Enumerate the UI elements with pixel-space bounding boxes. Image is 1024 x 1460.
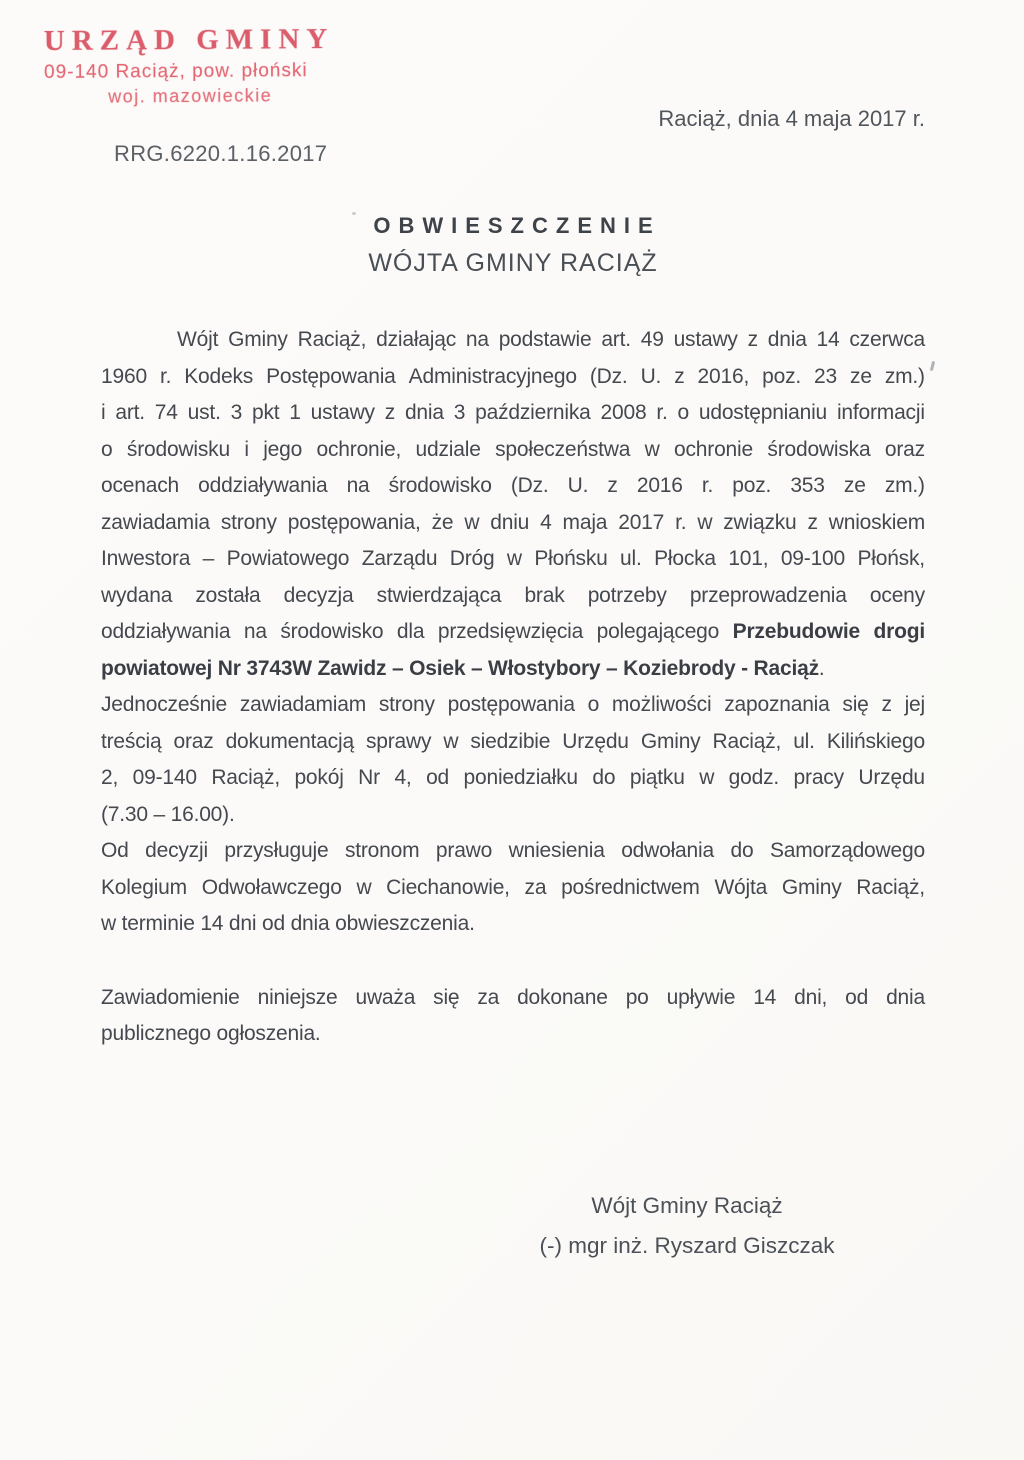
text-line: i art. 74 ust. 3 pkt 1 ustawy z dnia 3 października 2008 r. o udostępnianiu informacji xyxy=(101,401,925,424)
text-line: publicznego ogłoszenia. xyxy=(101,1022,321,1045)
text-line: wydana została decyzja stwierdzająca brak potrzeby przeprowadzenia oceny xyxy=(101,583,925,607)
text-line: Zawiadomienie niniejsze uważa się za dokonane po upływie 14 dni, od dnia xyxy=(101,985,925,1009)
text-line: Kolegium Odwoławczego w Ciechanowie, za pośrednictwem Wójta Gminy Raciąż, xyxy=(101,875,925,899)
text-line: treścią oraz dokumentacją sprawy w siedzibie Urzędu Gminy Raciąż, ul. Kilińskiego xyxy=(101,729,925,753)
text-line: powiatowej Nr 3743W Zawidz – Osiek – Włostybory – Koziebrody - Raciąż. xyxy=(101,656,825,680)
text-line: Inwestora – Powiatowego Zarządu Dróg w Płońsku ul. Płocka 101, 09-100 Płońsk, xyxy=(101,547,925,570)
text-line: 1960 r. Kodeks Postępowania Administracyjnego (Dz. U. z 2016, poz. 23 ze zm.) xyxy=(101,364,925,388)
paragraph xyxy=(101,833,925,943)
document-body xyxy=(101,322,925,1053)
stamp-address-line: 09-140 Raciąż, pow. płoński xyxy=(43,60,308,84)
signature-role: Wójt Gminy Raciąż xyxy=(591,1193,783,1218)
signature-block xyxy=(367,1186,1007,1266)
text-line: zawiadamia strony postępowania, że w dniu 4 maja 2017 r. w związku z wnioskiem xyxy=(101,510,925,534)
stamp-office-name: URZĄD GMINY xyxy=(43,22,335,58)
text-line: 2, 09-140 Raciąż, pokój Nr 4, od poniedziałku do piątku w godz. pracy Urzędu xyxy=(101,766,925,789)
paragraph xyxy=(101,980,925,1053)
document-subtitle: WÓJTA GMINY RACIĄŻ xyxy=(368,249,658,277)
text-line: w terminie 14 dni od dnia obwieszczenia. xyxy=(101,912,475,935)
text-line: Jednocześnie zawiadamiam strony postępowania o możliwości zapoznania się z jej xyxy=(101,693,925,716)
text-line: Wójt Gminy Raciąż, działając na podstawie art. 49 ustawy z dnia 14 czerwca xyxy=(177,328,925,351)
text-line: o środowisku i jego ochronie, udziale społeczeństwa w ochronie środowiska oraz xyxy=(101,437,925,461)
office-stamp xyxy=(44,23,335,108)
stamp-voivodeship-line: woj. mazowieckie xyxy=(108,85,273,107)
paragraph xyxy=(101,687,925,833)
text-line: Od decyzji przysługuje stronom prawo wniesienia odwołania do Samorządowego xyxy=(101,839,925,862)
paragraph xyxy=(101,322,925,687)
reference-number: RRG.6220.1.16.2017 xyxy=(114,141,328,166)
document-title: OBWIESZCZENIE xyxy=(373,213,661,238)
text-line: (7.30 – 16.00). xyxy=(101,802,235,826)
signature-name: (-) mgr inż. Ryszard Giszczak xyxy=(539,1233,835,1258)
date-line: Raciąż, dnia 4 maja 2017 r. xyxy=(658,106,925,131)
scan-artifact xyxy=(930,361,935,371)
scan-artifact xyxy=(352,212,356,215)
text-line: ocenach oddziaływania na środowisko (Dz. U. z 2016 r. poz. 353 ze zm.) xyxy=(101,474,925,497)
text-line: oddziaływania na środowisko dla przedsięwzięcia polegającego Przebudowie drogi xyxy=(101,620,925,643)
